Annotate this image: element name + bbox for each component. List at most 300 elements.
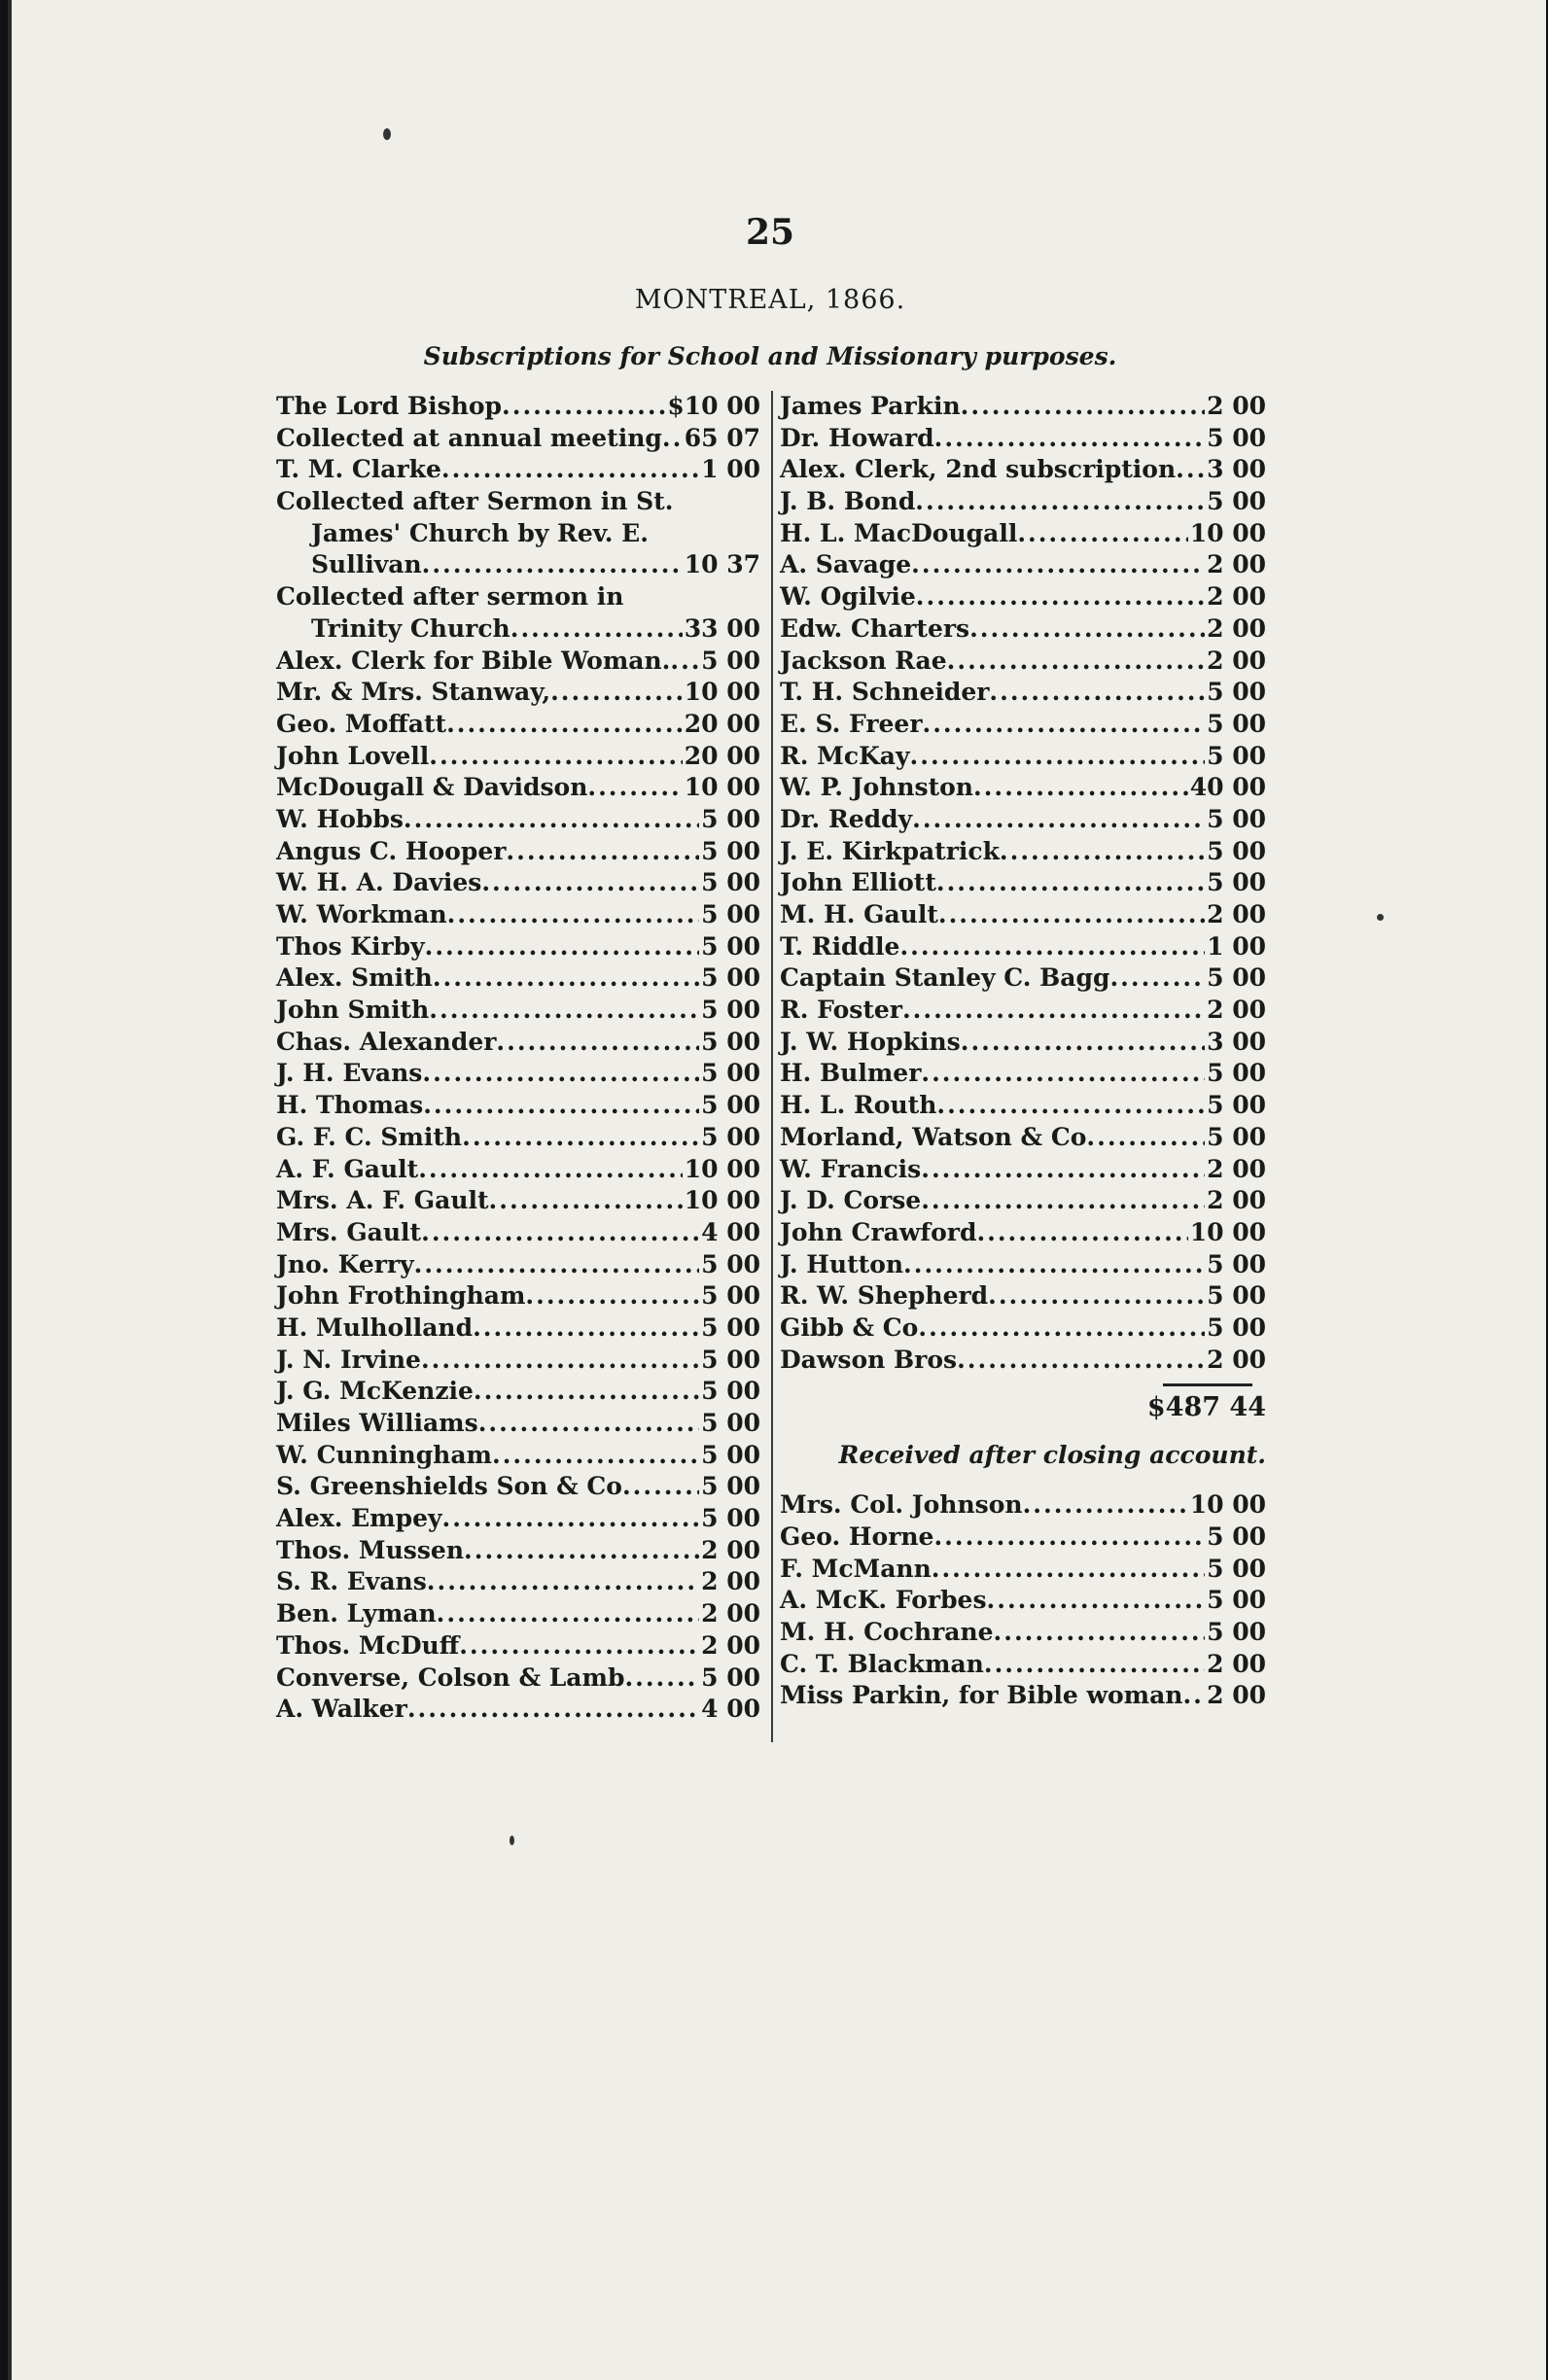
subscriber-name: H. L. MacDougall bbox=[780, 518, 1018, 547]
subscription-amount: 5 00 bbox=[701, 1027, 760, 1056]
leader-dots bbox=[994, 1617, 1206, 1649]
list-item bbox=[780, 1312, 1266, 1345]
leader-dots bbox=[421, 1345, 699, 1377]
subscriber-name: John Lovell bbox=[276, 741, 430, 770]
subscriber-name: Geo. Horne bbox=[780, 1522, 934, 1551]
subscriber-name: G. F. C. Smith bbox=[276, 1122, 463, 1151]
leader-dots bbox=[478, 1408, 699, 1440]
leader-dots bbox=[662, 423, 683, 455]
list-item bbox=[780, 454, 1266, 486]
subscription-amount: 5 00 bbox=[1207, 1522, 1266, 1551]
subscription-amount: 5 00 bbox=[1207, 804, 1266, 833]
subscriber-name: R. Foster bbox=[780, 996, 902, 1025]
list-item bbox=[276, 836, 760, 868]
list-item bbox=[780, 1122, 1266, 1154]
list-item bbox=[276, 613, 760, 646]
subscriber-name: Mrs. A. F. Gault bbox=[276, 1186, 489, 1215]
list-item bbox=[780, 1585, 1266, 1617]
subscriber-name: T. M. Clarke bbox=[276, 455, 441, 484]
list-item bbox=[780, 931, 1266, 963]
list-item bbox=[780, 1090, 1266, 1122]
list-item bbox=[780, 1522, 1266, 1554]
list-item bbox=[276, 772, 760, 804]
list-item bbox=[276, 741, 760, 773]
list-item bbox=[780, 867, 1266, 899]
list-item bbox=[276, 581, 760, 613]
left-subscription-column bbox=[276, 391, 760, 1726]
subscriber-name: The Lord Bishop bbox=[276, 392, 503, 420]
list-item bbox=[276, 1694, 760, 1726]
subscriber-name: W. H. A. Davies bbox=[276, 868, 482, 897]
subscription-amount: 10 00 bbox=[684, 678, 760, 707]
subscription-amount: 5 00 bbox=[1207, 1122, 1266, 1151]
subscription-amount: 2 00 bbox=[1207, 1154, 1266, 1183]
list-item bbox=[780, 1249, 1266, 1281]
subscriber-name: C. T. Blackman bbox=[780, 1649, 984, 1678]
subscription-amount: 2 00 bbox=[701, 1535, 760, 1564]
received-heading: Received after closing account. bbox=[838, 1441, 1266, 1470]
list-item bbox=[276, 1345, 760, 1377]
subscriber-name: Jackson Rae bbox=[780, 646, 947, 675]
subscription-amount: 5 00 bbox=[701, 1377, 760, 1406]
list-item bbox=[780, 518, 1266, 550]
list-item bbox=[780, 1058, 1266, 1090]
subscription-amount: 5 00 bbox=[701, 646, 760, 675]
leader-dots bbox=[550, 677, 683, 709]
subscriber-name: R. McKay bbox=[780, 741, 910, 770]
subscriber-name: Ben. Lyman bbox=[276, 1599, 437, 1628]
leader-dots bbox=[442, 1503, 700, 1535]
subscription-amount: 5 00 bbox=[701, 1059, 760, 1088]
subscription-amount: 2 00 bbox=[1207, 1649, 1266, 1678]
list-item bbox=[276, 391, 760, 423]
column-divider bbox=[771, 391, 773, 1742]
leader-dots bbox=[506, 836, 699, 868]
leader-dots bbox=[496, 1027, 699, 1059]
leader-dots bbox=[973, 772, 1188, 804]
leader-dots bbox=[624, 1662, 699, 1695]
subscriber-name: T. H. Schneider bbox=[780, 678, 990, 707]
subscription-amount: 5 00 bbox=[701, 1472, 760, 1501]
subscription-amount: 3 00 bbox=[1207, 455, 1266, 484]
list-item bbox=[276, 1185, 760, 1217]
subscription-amount: 5 00 bbox=[701, 931, 760, 961]
list-item bbox=[276, 549, 760, 581]
ink-speck bbox=[383, 128, 391, 140]
list-item bbox=[780, 1554, 1266, 1586]
ink-speck bbox=[510, 1836, 514, 1845]
subscriber-name: Alex. Clerk for Bible Woman. bbox=[276, 646, 671, 675]
subscription-amount: 2 00 bbox=[1207, 1681, 1266, 1710]
subscription-amount: 5 00 bbox=[701, 1249, 760, 1278]
subscriber-name: Collected after sermon in bbox=[276, 582, 624, 612]
subscription-amount: 4 00 bbox=[701, 1695, 760, 1724]
subscriber-name: Dr. Howard bbox=[780, 423, 934, 452]
subscription-amount: 5 00 bbox=[1207, 1586, 1266, 1615]
list-item bbox=[780, 804, 1266, 836]
list-item bbox=[276, 962, 760, 995]
subscriber-name: H. Bulmer bbox=[780, 1059, 922, 1088]
subscription-amount: 5 00 bbox=[701, 1662, 760, 1692]
list-item bbox=[276, 867, 760, 899]
subscriber-name: Trinity Church bbox=[311, 613, 510, 643]
leader-dots bbox=[429, 741, 682, 773]
subscriber-name: J. N. Irvine bbox=[276, 1345, 421, 1374]
list-item bbox=[276, 1440, 760, 1472]
subscription-amount: 5 00 bbox=[701, 963, 760, 993]
leader-dots bbox=[414, 1249, 700, 1281]
leader-dots bbox=[421, 1217, 699, 1249]
subscription-amount: 5 00 bbox=[701, 1091, 760, 1120]
page-title: MONTREAL, 1866. bbox=[634, 285, 906, 315]
leader-dots bbox=[489, 1185, 683, 1217]
subscription-amount: 2 00 bbox=[1207, 996, 1266, 1025]
leader-dots bbox=[921, 1154, 1205, 1186]
list-item bbox=[276, 1535, 760, 1567]
subscriber-name: John Frothingham bbox=[276, 1281, 526, 1311]
list-item bbox=[780, 1185, 1266, 1217]
subscription-amount: 10 00 bbox=[1189, 518, 1266, 547]
ink-speck bbox=[1377, 914, 1384, 921]
subscriber-name: John Crawford bbox=[780, 1217, 977, 1246]
subscriber-name: J. W. Hopkins bbox=[780, 1027, 961, 1056]
leader-dots bbox=[984, 1649, 1205, 1681]
subscription-amount: 5 00 bbox=[1207, 836, 1266, 865]
subscriber-name: Thos. McDuff bbox=[276, 1630, 460, 1660]
leader-dots bbox=[1109, 962, 1205, 995]
leader-dots bbox=[915, 486, 1205, 518]
page-number: 25 bbox=[745, 212, 795, 253]
leader-dots bbox=[425, 931, 699, 963]
leader-dots bbox=[441, 454, 699, 486]
subscription-amount: 2 00 bbox=[1207, 646, 1266, 675]
leader-dots bbox=[961, 1027, 1205, 1059]
leader-dots bbox=[423, 1090, 699, 1122]
list-item bbox=[780, 962, 1266, 995]
subscription-amount: 5 00 bbox=[1207, 1618, 1266, 1647]
subscription-amount: 5 00 bbox=[701, 1440, 760, 1469]
subscription-amount: 5 00 bbox=[1207, 1554, 1266, 1583]
subscription-amount: 5 00 bbox=[1207, 487, 1266, 516]
list-item bbox=[780, 1680, 1266, 1712]
leader-dots bbox=[912, 804, 1205, 836]
total-rule bbox=[1163, 1383, 1252, 1386]
subscription-amount: 5 00 bbox=[701, 1122, 760, 1151]
subscription-amount: 5 00 bbox=[701, 804, 760, 833]
subscriber-name: Angus C. Hooper bbox=[276, 836, 507, 865]
list-item bbox=[276, 709, 760, 741]
subscriber-name: E. S. Freer bbox=[780, 709, 923, 738]
subscriber-name: A. F. Gault bbox=[276, 1154, 419, 1183]
leader-dots bbox=[462, 1122, 699, 1154]
leader-dots bbox=[422, 1058, 699, 1090]
subscriber-name: A. Savage bbox=[780, 550, 912, 579]
leader-dots bbox=[910, 741, 1206, 773]
list-item bbox=[780, 613, 1266, 646]
right-subscription-list bbox=[780, 391, 1266, 1376]
leader-dots bbox=[422, 549, 683, 581]
subscriber-name: J. Hutton bbox=[780, 1249, 904, 1278]
leader-dots bbox=[427, 1566, 699, 1598]
subscriber-name: Miles Williams bbox=[276, 1409, 478, 1437]
subscriber-name: T. Riddle bbox=[780, 931, 900, 961]
list-item bbox=[276, 1566, 760, 1598]
list-item bbox=[780, 581, 1266, 613]
subscription-amount: 5 00 bbox=[1207, 1249, 1266, 1278]
subscriber-name: Alex. Clerk, 2nd subscription bbox=[780, 455, 1177, 484]
subscriber-name: Edw. Charters bbox=[780, 613, 970, 643]
list-item bbox=[780, 899, 1266, 931]
list-item bbox=[780, 709, 1266, 741]
list-item bbox=[780, 423, 1266, 455]
subscription-amount: 10 00 bbox=[1189, 1217, 1266, 1246]
leader-dots bbox=[673, 486, 758, 518]
leader-dots bbox=[481, 867, 699, 899]
subscription-amount: 33 00 bbox=[684, 613, 760, 643]
subscription-amount: 20 00 bbox=[684, 709, 760, 738]
subscription-amount: 10 00 bbox=[684, 1154, 760, 1183]
subscriber-name: J. H. Evans bbox=[276, 1059, 423, 1088]
subscriber-name: J. B. Bond bbox=[780, 487, 916, 516]
list-item bbox=[276, 677, 760, 709]
subscription-amount: 5 00 bbox=[1207, 1281, 1266, 1311]
subscriber-name: W. Cunningham bbox=[276, 1440, 492, 1469]
leader-dots bbox=[947, 646, 1205, 678]
subscriber-name: John Smith bbox=[276, 996, 430, 1025]
leader-dots bbox=[938, 899, 1205, 931]
list-item bbox=[780, 646, 1266, 678]
list-item bbox=[276, 646, 760, 678]
leader-dots bbox=[933, 1522, 1205, 1554]
subscription-amount: 5 00 bbox=[1207, 868, 1266, 897]
leader-dots bbox=[446, 709, 683, 741]
subscription-amount: 2 00 bbox=[1207, 392, 1266, 420]
leader-dots bbox=[899, 931, 1205, 963]
list-item bbox=[276, 1090, 760, 1122]
subscription-amount: 10 00 bbox=[684, 773, 760, 802]
subscription-amount: 5 00 bbox=[701, 868, 760, 897]
subscriber-name: Chas. Alexander bbox=[276, 1027, 497, 1056]
leader-dots bbox=[437, 1598, 699, 1630]
leader-dots bbox=[1086, 1122, 1205, 1154]
list-item bbox=[276, 518, 760, 550]
subscriber-name: W. Workman bbox=[276, 900, 447, 928]
list-item bbox=[780, 1489, 1266, 1522]
list-item bbox=[276, 454, 760, 486]
leader-dots bbox=[418, 1154, 682, 1186]
list-item bbox=[780, 1617, 1266, 1649]
list-item bbox=[276, 1027, 760, 1059]
subscriber-name: Alex. Empey bbox=[276, 1504, 442, 1533]
leader-dots bbox=[492, 1440, 699, 1472]
subscription-amount: 5 00 bbox=[701, 900, 760, 928]
leader-dots bbox=[670, 646, 699, 678]
leader-dots bbox=[911, 549, 1205, 581]
leader-dots bbox=[474, 1376, 699, 1408]
list-item bbox=[276, 1662, 760, 1695]
list-item bbox=[276, 423, 760, 455]
subscriber-name: James' Church by Rev. E. bbox=[311, 518, 649, 547]
list-item bbox=[276, 931, 760, 963]
document-page bbox=[8, 0, 1546, 2380]
leader-dots bbox=[921, 1185, 1205, 1217]
subscriber-name: Jno. Kerry bbox=[276, 1249, 414, 1278]
subscription-amount: 10 00 bbox=[684, 1186, 760, 1215]
subscription-amount: 2 00 bbox=[1207, 1345, 1266, 1374]
subscription-amount bbox=[758, 518, 760, 550]
subscription-amount: 2 00 bbox=[1207, 900, 1266, 928]
subscription-amount: 65 07 bbox=[684, 423, 760, 452]
subscription-amount: 2 00 bbox=[1207, 550, 1266, 579]
subscription-amount: 5 00 bbox=[701, 1409, 760, 1437]
leader-dots bbox=[903, 1249, 1205, 1281]
subscription-amount: 5 00 bbox=[1207, 423, 1266, 452]
subscriber-name: John Elliott bbox=[780, 868, 936, 897]
subscription-amount: 2 00 bbox=[1207, 1186, 1266, 1215]
list-item bbox=[276, 1408, 760, 1440]
subscription-amount: 4 00 bbox=[701, 1217, 760, 1246]
subscription-amount: 5 00 bbox=[701, 1345, 760, 1374]
list-item bbox=[276, 1280, 760, 1312]
list-item bbox=[780, 486, 1266, 518]
subscriber-name: Collected at annual meeting bbox=[276, 423, 662, 452]
leader-dots bbox=[1017, 518, 1187, 550]
leader-dots bbox=[961, 391, 1205, 423]
leader-dots bbox=[934, 423, 1205, 455]
page-subtitle: Subscriptions for School and Missionary purposes. bbox=[423, 342, 1117, 370]
subscriber-name: Miss Parkin, for Bible woman bbox=[780, 1681, 1183, 1710]
leader-dots bbox=[988, 1280, 1205, 1312]
leader-dots bbox=[976, 1217, 1187, 1249]
list-item bbox=[780, 677, 1266, 709]
leader-dots bbox=[923, 709, 1206, 741]
leader-dots bbox=[957, 1345, 1205, 1377]
list-item bbox=[780, 1345, 1266, 1377]
subscriber-name: Alex. Smith bbox=[276, 963, 433, 993]
leader-dots bbox=[916, 581, 1205, 613]
subscription-amount: 20 00 bbox=[684, 741, 760, 770]
subscriber-name: Mrs. Col. Johnson bbox=[780, 1490, 1023, 1520]
subscriber-name: A. McK. Forbes bbox=[780, 1586, 987, 1615]
subscriber-name: A. Walker bbox=[276, 1695, 407, 1724]
subscription-amount: 10 00 bbox=[1189, 1490, 1266, 1520]
subscriber-name: Mrs. Gault bbox=[276, 1217, 422, 1246]
leader-dots bbox=[473, 1312, 699, 1345]
subscriber-name: Converse, Colson & Lamb bbox=[276, 1662, 625, 1692]
subscription-amount: 3 00 bbox=[1207, 1027, 1266, 1056]
subscriber-name: H. Thomas bbox=[276, 1091, 424, 1120]
subscription-amount: 5 00 bbox=[701, 1504, 760, 1533]
leader-dots bbox=[433, 962, 699, 995]
subscription-amount bbox=[758, 581, 760, 613]
leader-dots bbox=[1000, 836, 1205, 868]
leader-dots bbox=[459, 1630, 699, 1662]
subscription-amount: 2 00 bbox=[701, 1567, 760, 1596]
total-amount: $487 44 bbox=[1146, 1392, 1266, 1423]
subscriber-name: W. Francis bbox=[780, 1154, 922, 1183]
subscriber-name: Captain Stanley C. Bagg bbox=[780, 963, 1110, 993]
leader-dots bbox=[623, 581, 758, 613]
leader-dots bbox=[1182, 1680, 1205, 1712]
subscriber-name: Collected after Sermon in St. bbox=[276, 487, 674, 516]
leader-dots bbox=[921, 1058, 1205, 1090]
subscriber-name: Thos. Mussen bbox=[276, 1535, 465, 1564]
leader-dots bbox=[932, 1554, 1205, 1586]
subscriber-name: H. L. Routh bbox=[780, 1091, 937, 1120]
subscription-amount: 2 00 bbox=[1207, 582, 1266, 612]
leader-dots bbox=[447, 899, 699, 931]
subscriber-name: J. E. Kirkpatrick bbox=[780, 836, 1000, 865]
list-item bbox=[276, 1154, 760, 1186]
subscriber-name: McDougall & Davidson bbox=[276, 773, 588, 802]
subscription-amount: $10 00 bbox=[667, 392, 760, 420]
list-item bbox=[276, 1122, 760, 1154]
subscriber-name: W. Ogilvie bbox=[780, 582, 916, 612]
subscription-amount: 5 00 bbox=[1207, 709, 1266, 738]
subscription-amount: 5 00 bbox=[1207, 1312, 1266, 1342]
leader-dots bbox=[587, 772, 682, 804]
subscription-amount: 40 00 bbox=[1189, 773, 1266, 802]
subscriber-name: Morland, Watson & Co bbox=[780, 1122, 1087, 1151]
subscription-amount: 5 00 bbox=[1207, 678, 1266, 707]
list-item bbox=[276, 1312, 760, 1345]
subscriber-name: Geo. Moffatt bbox=[276, 709, 447, 738]
leader-dots bbox=[404, 804, 699, 836]
list-item bbox=[780, 1027, 1266, 1059]
subscriber-name: W. Hobbs bbox=[276, 804, 404, 833]
list-item bbox=[780, 1280, 1266, 1312]
subscription-amount: 1 00 bbox=[1207, 931, 1266, 961]
subscriber-name: Sullivan bbox=[311, 550, 422, 579]
leader-dots bbox=[902, 995, 1205, 1027]
leader-dots bbox=[936, 1090, 1205, 1122]
leader-dots bbox=[510, 613, 683, 646]
subscriber-name: H. Mulholland bbox=[276, 1312, 474, 1342]
list-item bbox=[276, 486, 760, 518]
subscriber-name: Thos Kirby bbox=[276, 931, 425, 961]
subscription-amount: 2 00 bbox=[1207, 613, 1266, 643]
subscriber-name: F. McMann bbox=[780, 1554, 932, 1583]
list-item bbox=[276, 1376, 760, 1408]
subscriber-name: J. G. McKenzie bbox=[276, 1377, 474, 1406]
subscriber-name: M. H. Cochrane bbox=[780, 1618, 994, 1647]
list-item bbox=[276, 1503, 760, 1535]
subscriber-name: Gibb & Co bbox=[780, 1312, 919, 1342]
subscriber-name: James Parkin bbox=[780, 392, 961, 420]
list-item bbox=[780, 1649, 1266, 1681]
subscription-amount: 2 00 bbox=[701, 1630, 760, 1660]
list-item bbox=[780, 391, 1266, 423]
subscription-amount: 2 00 bbox=[701, 1599, 760, 1628]
list-item bbox=[276, 1217, 760, 1249]
leader-dots bbox=[502, 391, 665, 423]
list-item bbox=[276, 1630, 760, 1662]
list-item bbox=[780, 549, 1266, 581]
leader-dots bbox=[464, 1535, 699, 1567]
subscription-amount: 5 00 bbox=[701, 1281, 760, 1311]
subscription-amount: 10 37 bbox=[684, 550, 760, 579]
leader-dots bbox=[936, 867, 1205, 899]
leader-dots bbox=[1176, 454, 1205, 486]
leader-dots bbox=[989, 677, 1205, 709]
leader-dots bbox=[622, 1471, 699, 1503]
subscriber-name: Mr. & Mrs. Stanway, bbox=[276, 678, 551, 707]
list-item bbox=[780, 995, 1266, 1027]
leader-dots bbox=[969, 613, 1205, 646]
subscription-amount: 1 00 bbox=[701, 455, 760, 484]
received-list bbox=[780, 1489, 1266, 1712]
right-subscription-column bbox=[780, 391, 1266, 1712]
